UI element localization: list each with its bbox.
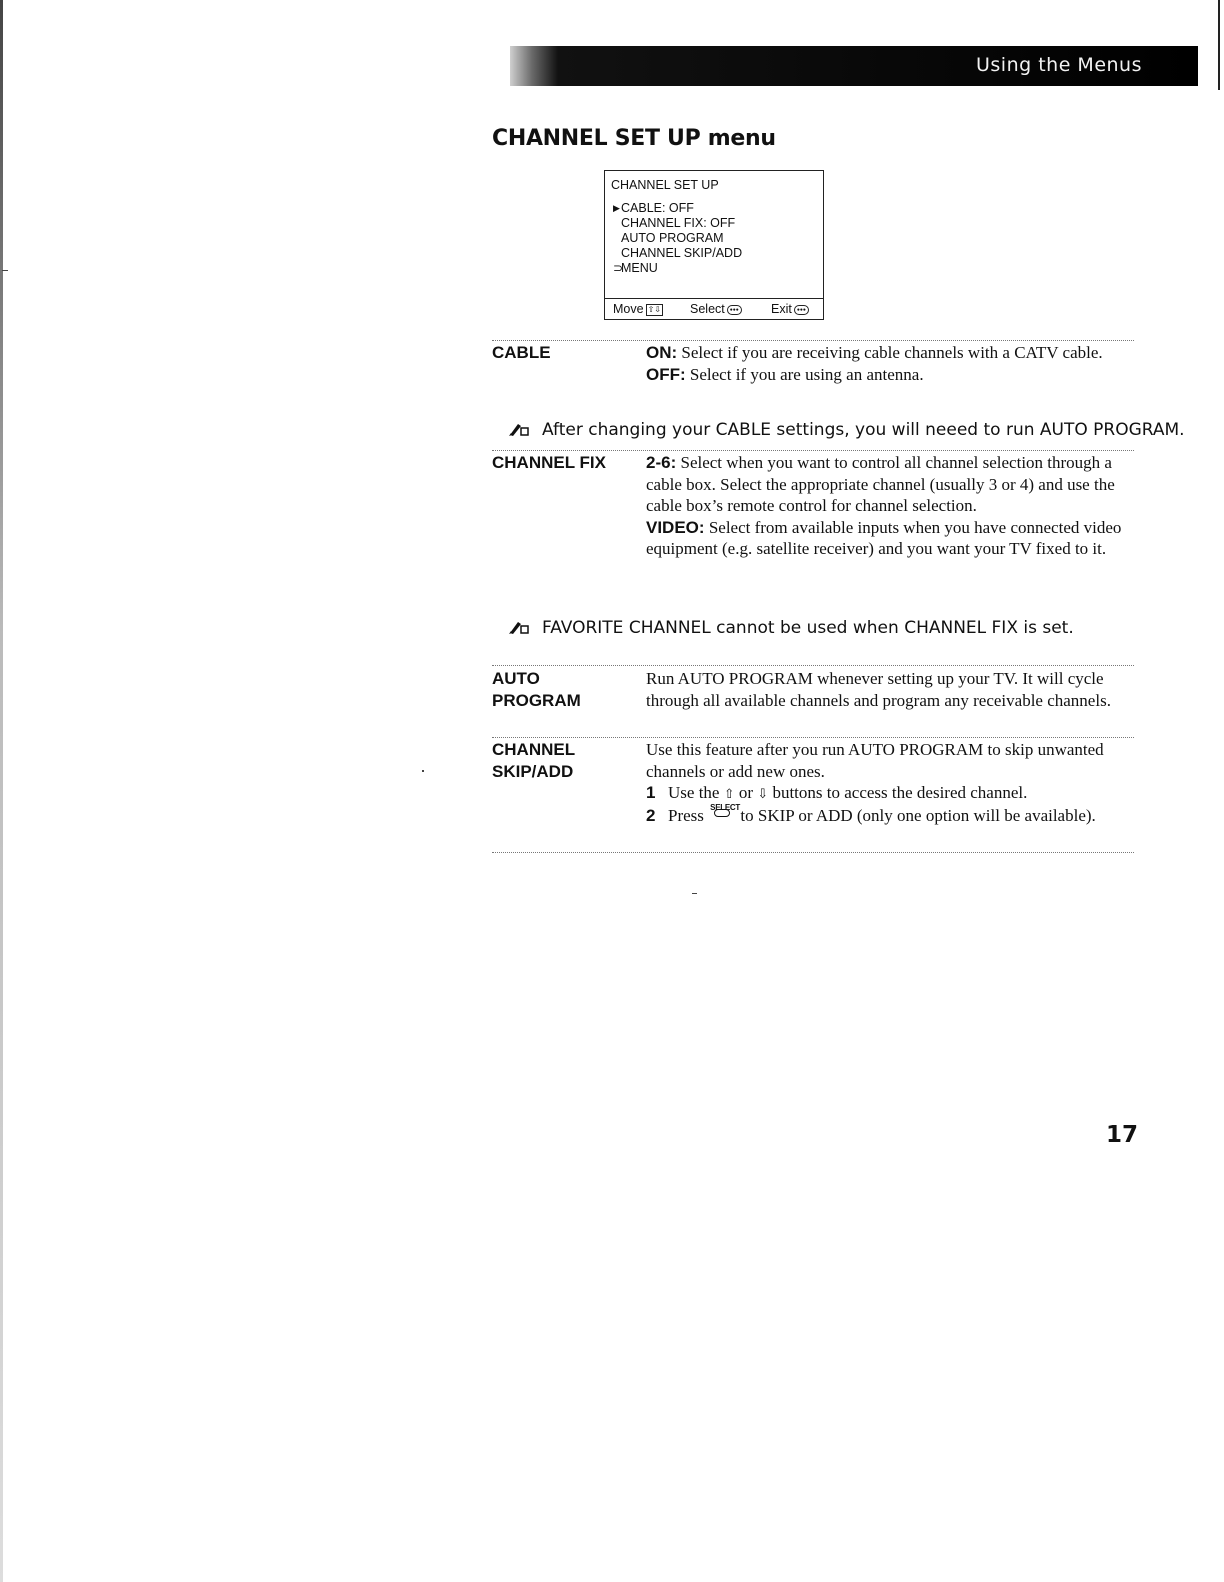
cursor-triangle-icon: ▶: [613, 203, 620, 213]
step-number: 2: [646, 805, 656, 825]
menu-key-icon: ●●●: [794, 305, 809, 315]
divider: [492, 340, 1134, 341]
header-bar: [510, 46, 1198, 86]
osd-item-channel-fix: [613, 216, 742, 231]
step-text: Press: [668, 805, 704, 825]
note-favorite-channel: [508, 618, 1074, 640]
osd-item-label: AUTO PROGRAM: [621, 231, 724, 245]
desc-channel-fix: [646, 452, 1124, 560]
osd-item-auto-program: [613, 231, 742, 246]
scan-speck: [692, 893, 697, 894]
term-auto-program: [492, 668, 581, 712]
channel-fix-range-text: Select when you want to control all channel selection through a cable box. Select the appropriate channel (usually 3 or 4) and use the cable box’s remote control for channel selection.: [646, 453, 1115, 515]
channel-fix-video-text: Select from available inputs when you have connected video equipment (e.g. satellite receiver) and you want your TV fixed to it.: [646, 517, 1122, 558]
divider: [492, 450, 1134, 451]
note-text: FAVORITE CHANNEL cannot be used when CHANNEL FIX is set.: [542, 618, 1074, 638]
channel-fix-video-label: VIDEO:: [646, 517, 705, 537]
note-cable: [508, 420, 1185, 442]
osd-exit-label: Exit: [771, 302, 792, 316]
up-arrow-icon: ⇧: [723, 786, 735, 801]
skip-add-intro: Use this feature after you run AUTO PROGRAM to skip unwanted channels or add new ones.: [646, 740, 1104, 781]
term-line: CHANNEL: [492, 740, 576, 759]
osd-item-label: CHANNEL FIX: OFF: [621, 216, 736, 230]
auto-program-text: Run AUTO PROGRAM whenever setting up your TV. It will cycle through all available channels and program any receivable channels.: [646, 669, 1111, 710]
osd-select-label: Select: [690, 302, 725, 316]
osd-item-label: CHANNEL SKIP/ADD: [621, 246, 743, 260]
select-button-icon: [710, 802, 740, 819]
term-line: AUTO: [492, 669, 540, 688]
osd-footer: [605, 298, 823, 319]
note-pencil-icon: [508, 619, 530, 640]
divider: [492, 852, 1134, 853]
cable-on-label: ON:: [646, 343, 678, 362]
term-channel-skip-add: [492, 739, 575, 783]
cable-on-option: [646, 342, 1124, 364]
osd-select-hint: [690, 302, 742, 317]
header-title: Using the Menus: [975, 54, 1142, 76]
select-key-icon: ●●●: [727, 305, 742, 315]
term-channel-fix: CHANNEL FIX: [492, 453, 606, 472]
cable-on-text: Select if you are receiving cable channels with a CATV cable.: [677, 343, 1103, 362]
desc-channel-skip-add: [646, 739, 1124, 826]
step-text: Use the: [668, 783, 720, 802]
cable-off-label: OFF:: [646, 364, 686, 384]
osd-title: CHANNEL SET UP: [611, 178, 719, 192]
osd-item-list: [613, 201, 742, 276]
channel-fix-range-option: [646, 452, 1124, 517]
term-cable: CABLE: [492, 343, 551, 362]
cable-off-text: Select if you are using an antenna.: [685, 364, 924, 384]
divider: [492, 737, 1134, 738]
desc-cable: [646, 342, 1124, 385]
cable-off-option: [646, 364, 1124, 386]
step-text: buttons to access the desired channel.: [772, 783, 1028, 802]
divider: [492, 665, 1134, 666]
scan-speck: [422, 770, 424, 772]
step-text: to SKIP or ADD (only one option will be available).: [740, 805, 1096, 825]
osd-move-hint: [613, 302, 663, 317]
osd-item-cable: [613, 201, 742, 216]
select-key-caption: SELECT: [710, 802, 740, 812]
term-line: SKIP/ADD: [492, 762, 574, 781]
arrow-keys-icon: ⇧⇩: [647, 304, 661, 314]
term-line: PROGRAM: [492, 691, 581, 710]
scan-speck: [2, 270, 8, 271]
channel-fix-video-option: [646, 517, 1124, 560]
step-number: 1: [646, 783, 656, 802]
osd-menu-screen: [604, 170, 824, 320]
osd-item-label: CABLE: OFF: [621, 201, 694, 215]
osd-item-channel-skip-add: [613, 246, 742, 261]
channel-fix-range-label: 2-6:: [646, 453, 677, 472]
page-number: 17: [1106, 1122, 1139, 1148]
step-2: [646, 802, 1124, 827]
note-text: After changing your CABLE settings, you will neeed to run AUTO PROGRAM.: [542, 420, 1185, 440]
page-edge-left: [0, 0, 3, 1582]
osd-item-label: MENU: [621, 261, 658, 275]
osd-item-menu: [613, 261, 742, 276]
page-edge-right: [1218, 0, 1220, 90]
desc-auto-program: [646, 668, 1124, 711]
return-arrow-icon: ⊃: [613, 261, 624, 275]
step-text: or: [738, 783, 754, 802]
down-arrow-icon: ⇩: [757, 786, 769, 801]
note-pencil-icon: [508, 421, 530, 442]
osd-exit-hint: [771, 302, 809, 317]
section-title: CHANNEL SET UP menu: [492, 126, 776, 151]
osd-move-label: Move: [613, 302, 644, 316]
